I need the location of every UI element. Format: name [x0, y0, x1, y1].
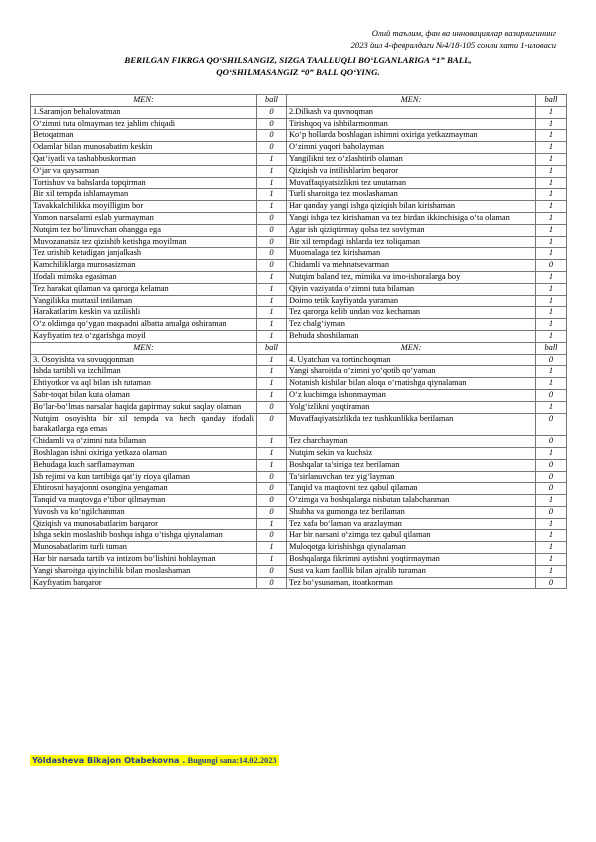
score-right: 1 [536, 319, 567, 331]
statement-right: Yangi sharoitda o‘zimni yo‘qotib qo‘yaman [287, 366, 536, 378]
score-left: 1 [257, 447, 287, 459]
score-left: 1 [257, 366, 287, 378]
statement-right: Ko‘p hollarda boshlagan ishimni oxiriga yetkazmayman [287, 130, 536, 142]
statement-right: Doimo tetik kayfiyatda yuraman [287, 295, 536, 307]
table-row [31, 577, 567, 589]
score-left: 1 [257, 271, 287, 283]
score-right: 1 [536, 378, 567, 390]
score-left: 1 [257, 283, 287, 295]
statement-right: Bir xil tempdagi ishlarda tez toliqaman [287, 236, 536, 248]
statement-right: Nutqim sekin va kuchsiz [287, 447, 536, 459]
table-row [31, 153, 567, 165]
score-left: 0 [257, 212, 287, 224]
score-left: 1 [257, 542, 287, 554]
statement-left: Tez urishib ketadigan janjalkash [31, 248, 257, 260]
column-header-ball-right: ball [536, 342, 567, 354]
score-left: 1 [257, 165, 287, 177]
table-row [31, 236, 567, 248]
statement-left: Ehtiyotkor va aql bilan ish tutaman [31, 378, 257, 390]
score-right: 1 [536, 201, 567, 213]
score-left: 0 [257, 236, 287, 248]
statement-left: Qat’iyatli va tashabbuskorman [31, 153, 257, 165]
statement-right: Tanqid va maqtovni tez qabul qilaman [287, 483, 536, 495]
score-right: 1 [536, 565, 567, 577]
score-right: 1 [536, 542, 567, 554]
score-left: 1 [257, 459, 287, 471]
table-row [31, 366, 567, 378]
statement-right: Tirishqoq va ishbilarmonman [287, 118, 536, 130]
statement-left: Nutqim tez bo‘linuvchan ohangga ega [31, 224, 257, 236]
score-left: 1 [257, 518, 287, 530]
column-header-ball-left: ball [257, 342, 287, 354]
score-right: 1 [536, 283, 567, 295]
score-left: 1 [257, 330, 287, 342]
table-row [31, 495, 567, 507]
statement-left: Kayfiyatim barqaror [31, 577, 257, 589]
statement-left: O‘jar va qaysarman [31, 165, 257, 177]
score-left: 0 [257, 142, 287, 154]
statement-right: Yangi ishga tez kirishaman va tez birdan ikkinchisiga o‘ta olaman [287, 212, 536, 224]
score-left: 1 [257, 201, 287, 213]
table-row [31, 248, 567, 260]
statement-right: O‘zimga va boshqalarga nisbatan talabchanman [287, 495, 536, 507]
score-right: 1 [536, 212, 567, 224]
statement-right: Qiyin vaziyatda o‘zimni tuta bilaman [287, 283, 536, 295]
statement-left: O‘zimni tuta olmayman tez jahlim chiqadi [31, 118, 257, 130]
score-right: 1 [536, 530, 567, 542]
statement-left: Yangi sharoitga qiyinchilik bilan moslashaman [31, 565, 257, 577]
table-row [31, 354, 567, 366]
score-right: 1 [536, 118, 567, 130]
table-row [31, 130, 567, 142]
statement-left: Qiziqish va munosabatlarim barqaror [31, 518, 257, 530]
statement-right: Tez qarorga kelib undan voz kechaman [287, 307, 536, 319]
statement-left: Bo‘lar-bo‘lmas narsalar haqida gapirmay sukut saqlay olaman [31, 401, 257, 413]
score-right: 1 [536, 401, 567, 413]
score-right: 1 [536, 330, 567, 342]
statement-right: Muloqotga kirishishga qiynalaman [287, 542, 536, 554]
score-right: 0 [536, 459, 567, 471]
table-row [31, 142, 567, 154]
table-row [31, 542, 567, 554]
table-row [31, 212, 567, 224]
ministry-line: Олий таълим, фан ва инновациялар вазирлигининг [371, 28, 556, 38]
score-right: 1 [536, 307, 567, 319]
statement-right: Har qanday yangi ishga qiziqish bilan kirishaman [287, 201, 536, 213]
table-row [31, 413, 567, 436]
score-left: 0 [257, 413, 287, 436]
score-left: 0 [257, 260, 287, 272]
table-row [31, 283, 567, 295]
score-right: 1 [536, 236, 567, 248]
table-row [31, 389, 567, 401]
score-right: 0 [536, 413, 567, 436]
statement-right: Turli sharoitga tez moslashaman [287, 189, 536, 201]
score-right: 1 [536, 142, 567, 154]
statement-right: Yangilikni tez o‘zlashtirib olaman [287, 153, 536, 165]
statement-left: Chidamli va o‘zimni tuta bilaman [31, 436, 257, 448]
score-right: 1 [536, 271, 567, 283]
statement-left: 1.Saramjon behalovatman [31, 106, 257, 118]
table-header-row [31, 342, 567, 354]
respondent-name: Yöldasheva Bikajon Otabekovna . [32, 755, 186, 765]
table-row [31, 459, 567, 471]
statement-right: Behuda shoshilaman [287, 330, 536, 342]
score-left: 1 [257, 153, 287, 165]
score-right: 1 [536, 224, 567, 236]
score-right: 1 [536, 106, 567, 118]
letter-reference: 2023 йил 4-февралдаги №4/18-105 сонли хати 1-иловаси [350, 40, 556, 50]
statement-left: Ishga sekin moslashib boshqa ishga o‘tishga qiynalaman [31, 530, 257, 542]
statement-right: Muvaffaqiyatsizlikni tez unutaman [287, 177, 536, 189]
statement-right: Agar ish qiziqtirmay qolsa tez soviyman [287, 224, 536, 236]
score-left: 1 [257, 378, 287, 390]
table-row [31, 506, 567, 518]
statement-right: Tez bo’ysunaman, itoatkorman [287, 577, 536, 589]
score-right: 0 [536, 471, 567, 483]
statement-right: Shubha va gumonga tez berilaman [287, 506, 536, 518]
statement-left: Yangilikka muttasil intilaman [31, 295, 257, 307]
statement-left: Odamlar bilan munosabatim keskin [31, 142, 257, 154]
statement-left: Ehtirosni hayajonni osongina yengaman [31, 483, 257, 495]
statement-left: 3. Osoyishta va sovuqqonman [31, 354, 257, 366]
score-left: 1 [257, 295, 287, 307]
score-right: 0 [536, 577, 567, 589]
table-row [31, 378, 567, 390]
questionnaire-table [30, 94, 567, 589]
score-left: 0 [257, 106, 287, 118]
score-left: 0 [257, 401, 287, 413]
statement-right: Boshqalarga fikrimni aytishni yoqtirmayman [287, 554, 536, 566]
statement-right: Tez chalg‘iyman [287, 319, 536, 331]
score-left: 1 [257, 436, 287, 448]
instruction-title-line1: BERILGAN FIKRGA QO‘SHILSANGIZ, SIZGA TAALLUQLI BO‘LGANLARIGA “1” BALL, [124, 55, 472, 65]
survey-date: Bugungi sana:14.02.2023 [187, 756, 277, 765]
respondent-footer [30, 755, 279, 766]
table-row [31, 224, 567, 236]
table-row [31, 260, 567, 272]
statement-left: Ish rejimi va kun tartibiga qat’iy rioya qilaman [31, 471, 257, 483]
statement-right: O‘zimni yuqori baholayman [287, 142, 536, 154]
score-right: 1 [536, 177, 567, 189]
score-left: 1 [257, 389, 287, 401]
statement-left: Tez harakat qilaman va qarorga kelaman [31, 283, 257, 295]
statement-right: Sust va kam faollik bilan ajralib turaman [287, 565, 536, 577]
statement-right: 4. Uyatchan va tortinchoqman [287, 354, 536, 366]
table-row [31, 118, 567, 130]
score-right: 0 [536, 483, 567, 495]
column-header-ball-right: ball [536, 95, 567, 107]
score-right: 1 [536, 248, 567, 260]
table-row [31, 201, 567, 213]
score-left: 1 [257, 307, 287, 319]
column-header-ball-left: ball [257, 95, 287, 107]
score-left: 0 [257, 530, 287, 542]
table-row [31, 295, 567, 307]
score-right: 1 [536, 153, 567, 165]
table-row [31, 165, 567, 177]
score-right: 0 [536, 389, 567, 401]
statement-right: Chidamli va mehnatsevarman [287, 260, 536, 272]
score-left: 0 [257, 118, 287, 130]
statement-right: Tez xafa bo‘laman va arazlayman [287, 518, 536, 530]
score-left: 0 [257, 224, 287, 236]
score-right: 1 [536, 366, 567, 378]
statement-left: Harakatlarim keskin va uzilishli [31, 307, 257, 319]
statement-right: Nutqim baland tez, mimika va imo-ishoralarga boy [287, 271, 536, 283]
statement-right: Boshqalar ta’siriga tez berilaman [287, 459, 536, 471]
score-left: 0 [257, 565, 287, 577]
score-right: 0 [536, 506, 567, 518]
score-left: 1 [257, 554, 287, 566]
score-left: 0 [257, 130, 287, 142]
table-header-row [31, 95, 567, 107]
score-left: 0 [257, 495, 287, 507]
score-right: 1 [536, 189, 567, 201]
score-right: 1 [536, 518, 567, 530]
table-row [31, 565, 567, 577]
score-right: 0 [536, 354, 567, 366]
statement-left: Yuvosh va ko‘ngilchanman [31, 506, 257, 518]
statement-left: Ifodali mimika egasiman [31, 271, 257, 283]
statement-left: Betoqatman [31, 130, 257, 142]
questionnaire-body [31, 95, 567, 589]
statement-left: O‘z oldimga qo‘ygan maqsadni albatta amalga oshiraman [31, 319, 257, 331]
table-row [31, 189, 567, 201]
table-row [31, 530, 567, 542]
score-left: 0 [257, 471, 287, 483]
table-row [31, 271, 567, 283]
statement-left: Har bir narsada tartib va intizom bo‘lishini hohlayman [31, 554, 257, 566]
statement-right: Ta’sirlanuvchan tez yig‘layman [287, 471, 536, 483]
statement-left: Tortishuv va bahslarda topqirman [31, 177, 257, 189]
statement-right: Har bir narsani o‘zimga tez qabul qilaman [287, 530, 536, 542]
table-row [31, 447, 567, 459]
score-left: 1 [257, 189, 287, 201]
score-left: 0 [257, 506, 287, 518]
score-right: 1 [536, 165, 567, 177]
statement-right: Yolg‘izlikni yoqtiraman [287, 401, 536, 413]
statement-left: Yomon narsalarni eslab yurmayman [31, 212, 257, 224]
table-row [31, 177, 567, 189]
score-right: 1 [536, 130, 567, 142]
statement-left: Kayfiyatim tez o‘zgarishga moyil [31, 330, 257, 342]
score-right: 1 [536, 495, 567, 507]
score-left: 1 [257, 354, 287, 366]
statement-right: O‘z kuchimga ishonmayman [287, 389, 536, 401]
table-row [31, 106, 567, 118]
column-header-men-left: MEN: [31, 95, 257, 107]
table-row [31, 307, 567, 319]
table-row [31, 554, 567, 566]
statement-left: Tanqid va maqtovga e’tibor qilmayman [31, 495, 257, 507]
statement-left: Tavakkalchilikka moyilligim bor [31, 201, 257, 213]
statement-left: Boshlagan ishni oxiriga yetkaza olaman [31, 447, 257, 459]
table-row [31, 330, 567, 342]
score-left: 0 [257, 577, 287, 589]
table-row [31, 319, 567, 331]
score-left: 0 [257, 248, 287, 260]
table-row [31, 483, 567, 495]
score-left: 1 [257, 319, 287, 331]
score-left: 0 [257, 483, 287, 495]
column-header-men-left: MEN: [31, 342, 257, 354]
statement-left: Sabr-toqat bilan kuta olaman [31, 389, 257, 401]
score-right: 1 [536, 447, 567, 459]
statement-right: Muvaffaqiyatsizlikda tez tushkunlikka berilaman [287, 413, 536, 436]
score-right: 1 [536, 554, 567, 566]
score-right: 1 [536, 295, 567, 307]
statement-right: Muomalaga tez kirishaman [287, 248, 536, 260]
statement-left: Nutqim osoyishta bir xil tempda va hech qanday ifodali harakatlarga ega emas [31, 413, 257, 436]
column-header-men-right: MEN: [287, 95, 536, 107]
score-right: 0 [536, 260, 567, 272]
column-header-men-right: MEN: [287, 342, 536, 354]
statement-right: Qiziqish va intilishlarim beqaror [287, 165, 536, 177]
statement-right: Notanish kishilar bilan aloqa o‘rnatishga qiynalaman [287, 378, 536, 390]
statement-left: Munosabatlarim turli tuman [31, 542, 257, 554]
table-row [31, 436, 567, 448]
instruction-title-line2: QO‘SHILMASANGIZ “0” BALL QO‘YING. [216, 67, 380, 77]
statement-left: Behudaga kuch sarflamayman [31, 459, 257, 471]
table-row [31, 401, 567, 413]
table-row [31, 518, 567, 530]
statement-right: 2.Dilkash va quvnoqman [287, 106, 536, 118]
statement-left: Kamchiliklarga murosasizman [31, 260, 257, 272]
statement-left: Ishda tartibli va izchilman [31, 366, 257, 378]
score-right: 0 [536, 436, 567, 448]
statement-left: Muvozanatsiz tez qizishib ketishga moyilman [31, 236, 257, 248]
score-left: 1 [257, 177, 287, 189]
statement-right: Tez charchayman [287, 436, 536, 448]
statement-left: Bir xil tempda ishlamayman [31, 189, 257, 201]
table-row [31, 471, 567, 483]
